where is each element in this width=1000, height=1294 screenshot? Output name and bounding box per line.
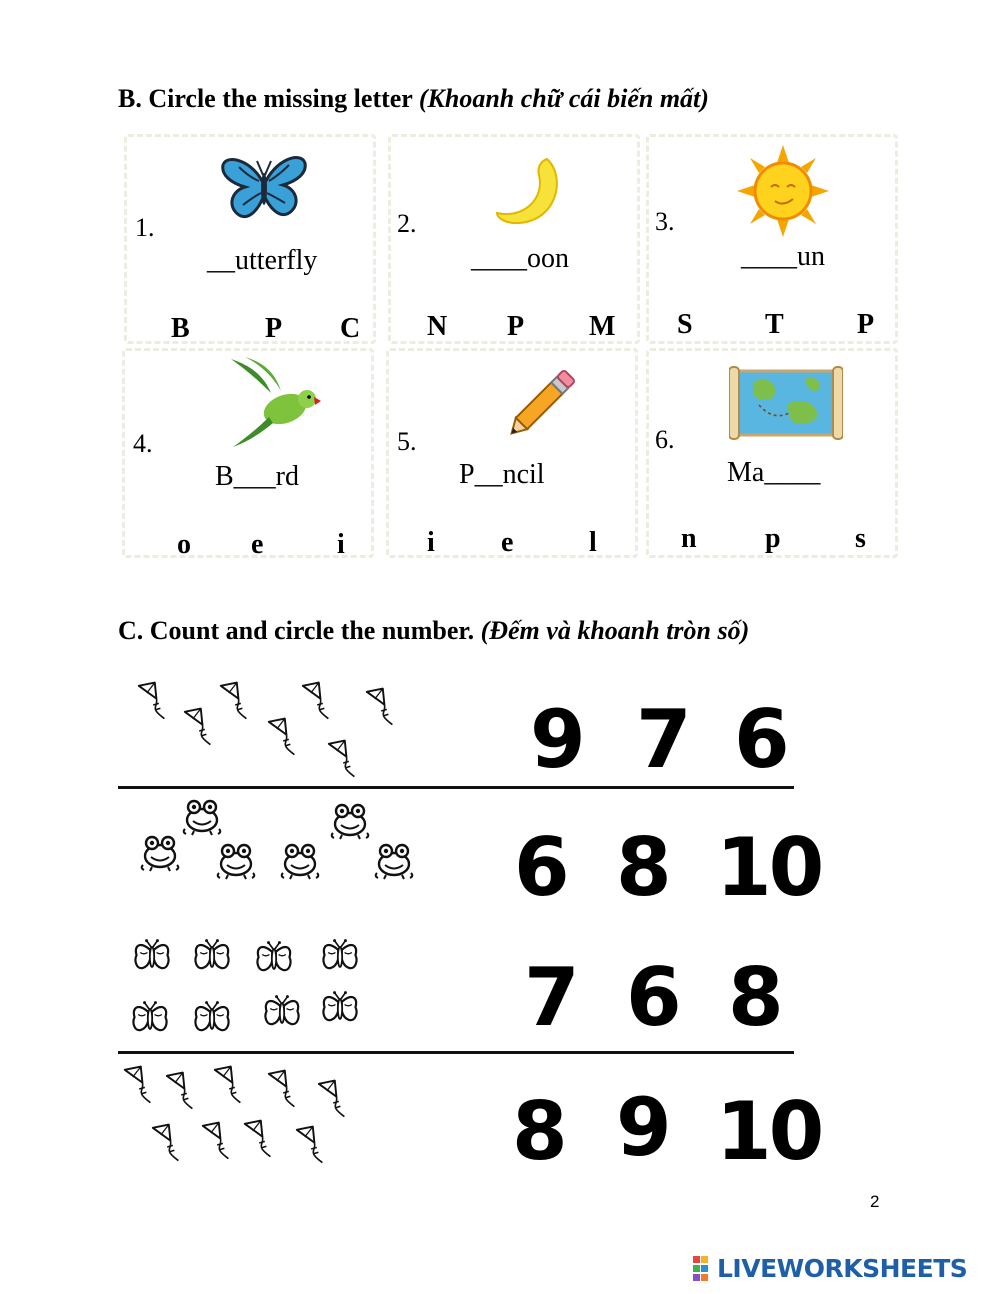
- logo-icon: [693, 1256, 717, 1282]
- letter-option[interactable]: B: [171, 313, 190, 344]
- brand-name: LIVEWORKSHEETS: [717, 1254, 968, 1283]
- letter-option[interactable]: C: [340, 313, 361, 344]
- incomplete-word: ____oon: [471, 243, 569, 274]
- kite-icon: [240, 1118, 272, 1160]
- butterfly-icon: [254, 940, 294, 978]
- letter-option[interactable]: e: [501, 527, 514, 558]
- kite-icon: [134, 680, 166, 722]
- number-option[interactable]: 9: [616, 1081, 669, 1174]
- kite-icon: [292, 1124, 324, 1166]
- letter-option[interactable]: i: [427, 527, 435, 558]
- incomplete-word: ____un: [741, 241, 825, 272]
- kite-icon: [148, 1122, 180, 1164]
- frog-icon: [138, 832, 182, 872]
- letter-option[interactable]: P: [857, 309, 875, 340]
- frog-icon: [328, 800, 372, 840]
- sun-image: [737, 145, 829, 237]
- kite-icon: [180, 706, 212, 748]
- missing-letter-card-3: [646, 134, 898, 344]
- number-option[interactable]: 8: [728, 951, 781, 1044]
- frog-icon: [278, 840, 322, 880]
- letter-option[interactable]: N: [427, 311, 448, 342]
- kite-icon: [314, 1078, 346, 1120]
- item-number: 5.: [397, 427, 417, 456]
- item-number: 3.: [655, 207, 675, 236]
- letter-option[interactable]: p: [765, 523, 781, 554]
- moon-image: [495, 155, 565, 231]
- row-divider: [118, 1051, 794, 1054]
- kite-icon: [216, 680, 248, 722]
- number-option[interactable]: 7: [524, 951, 577, 1044]
- letter-option[interactable]: M: [589, 311, 616, 342]
- section-b-title-vi: (Khoanh chữ cái biến mất): [418, 84, 709, 113]
- incomplete-word: P__ncil: [459, 459, 545, 490]
- number-option[interactable]: 10: [716, 1085, 822, 1178]
- liveworksheets-logo: [693, 1254, 967, 1283]
- section-b-heading: [118, 84, 709, 114]
- letter-option[interactable]: P: [507, 311, 525, 342]
- missing-letter-card-4: [122, 348, 374, 558]
- butterfly-icon: [130, 1000, 170, 1038]
- section-b-title: B. Circle the missing letter: [118, 84, 413, 113]
- butterfly-icon: [262, 994, 302, 1032]
- number-option[interactable]: 7: [636, 693, 689, 786]
- item-number: 1.: [135, 213, 155, 242]
- missing-letter-card-1: [124, 134, 376, 344]
- kite-icon: [210, 1064, 242, 1106]
- kite-icon: [324, 738, 356, 780]
- letter-option[interactable]: l: [589, 527, 597, 558]
- kite-icon: [362, 686, 394, 728]
- number-option[interactable]: 9: [530, 693, 583, 786]
- letter-option[interactable]: S: [677, 309, 693, 340]
- row-divider: [118, 786, 794, 789]
- letter-option[interactable]: T: [765, 309, 784, 340]
- section-c-heading: [118, 616, 749, 646]
- incomplete-word: Ma____: [727, 457, 821, 488]
- number-option[interactable]: 10: [716, 821, 822, 914]
- letter-option[interactable]: e: [251, 529, 264, 560]
- kite-icon: [264, 1068, 296, 1110]
- kite-icon: [298, 680, 330, 722]
- letter-option[interactable]: P: [265, 313, 283, 344]
- missing-letter-grid: [118, 130, 908, 562]
- butterfly-icon: [132, 938, 172, 976]
- letter-option[interactable]: o: [177, 529, 191, 560]
- section-c-title-vi: (Đếm và khoanh tròn số): [480, 616, 750, 645]
- letter-option[interactable]: s: [855, 523, 866, 554]
- bird-image: [225, 355, 323, 451]
- missing-letter-card-2: [388, 134, 640, 344]
- number-option[interactable]: 6: [626, 951, 679, 1044]
- number-option[interactable]: 6: [734, 693, 787, 786]
- butterfly-icon: [320, 938, 360, 976]
- incomplete-word: __utterfly: [207, 245, 318, 276]
- kite-icon: [198, 1120, 230, 1162]
- frog-icon: [372, 840, 416, 880]
- frog-icon: [180, 796, 224, 836]
- frog-icon: [214, 840, 258, 880]
- item-number: 4.: [133, 429, 153, 458]
- page-number: 2: [870, 1192, 880, 1211]
- item-number: 2.: [397, 209, 417, 238]
- number-option[interactable]: 8: [512, 1085, 565, 1178]
- pencil-image: [501, 363, 583, 443]
- missing-letter-card-6: [646, 348, 898, 558]
- letter-option[interactable]: n: [681, 523, 697, 554]
- letter-option[interactable]: i: [337, 529, 345, 560]
- number-option[interactable]: 8: [616, 821, 669, 914]
- butterfly-icon: [192, 938, 232, 976]
- section-c-title: C. Count and circle the number.: [118, 616, 475, 645]
- item-number: 6.: [655, 425, 675, 454]
- missing-letter-card-5: [386, 348, 638, 558]
- kite-icon: [264, 716, 296, 758]
- kite-icon: [120, 1064, 152, 1106]
- butterfly-image: [219, 151, 309, 229]
- map-image: [729, 365, 843, 441]
- butterfly-icon: [192, 1000, 232, 1038]
- butterfly-icon: [320, 990, 360, 1028]
- kite-icon: [162, 1070, 194, 1112]
- incomplete-word: B___rd: [215, 461, 299, 492]
- number-option[interactable]: 6: [514, 821, 567, 914]
